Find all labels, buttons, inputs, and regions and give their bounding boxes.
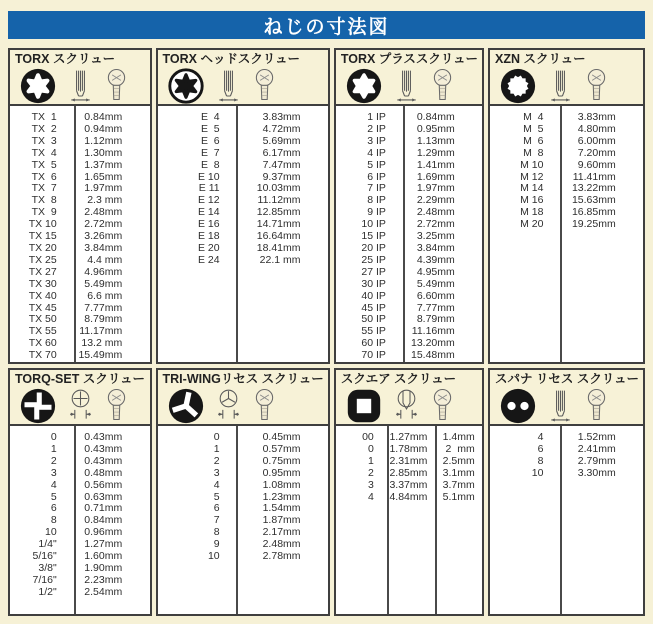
torx-plus-recess-icon: [346, 68, 382, 104]
size-cell: 9: [213, 538, 220, 551]
value-cell: 0.95mm: [262, 466, 301, 479]
size-cell: TX 1: [31, 111, 57, 123]
value-cell: 0.94mm: [84, 122, 123, 135]
size-cell: 7: [213, 514, 220, 527]
title-bar: [8, 11, 645, 39]
size-cell: M 18: [520, 206, 544, 219]
value-column: [236, 106, 327, 362]
value-cell: 2.29mm: [416, 194, 455, 207]
screw-table-grid: [8, 48, 645, 616]
screw-side-icon: [585, 68, 608, 103]
size-cell: TX 27: [28, 265, 57, 278]
driver-bit-side-icon: [549, 68, 572, 103]
value-cell: 4.96mm: [84, 265, 123, 278]
size-cell: 00: [362, 431, 374, 443]
value-cell: 3.30mm: [577, 466, 616, 479]
value-cell: 1.52mm: [577, 431, 616, 443]
size-cell: 15 IP: [361, 230, 386, 243]
recess-dimension-icon: [69, 388, 92, 423]
value-column: [74, 106, 150, 362]
size-cell: 27 IP: [361, 265, 386, 278]
size-cell: TX 50: [28, 313, 57, 326]
value-cell: 11.12mm: [257, 194, 301, 207]
size-cell: 0: [50, 431, 57, 443]
driver-tip-dimension-icon: [395, 388, 418, 423]
size-cell: TX 70: [28, 349, 57, 362]
size-cell: 0: [367, 442, 374, 455]
size-cell: 4: [213, 478, 220, 491]
value-cell: 1.97mm: [416, 182, 455, 195]
value-cell: 10.03mm: [256, 182, 301, 195]
recess-dimension-icon: [217, 388, 240, 423]
size-cell: 10 IP: [361, 218, 386, 231]
value-cell: 3.26mm: [84, 230, 123, 243]
icon-row: [495, 67, 639, 104]
size-cell: 2 IP: [364, 122, 386, 135]
size-cell: M 4: [523, 111, 544, 123]
size-cell: 2: [213, 454, 220, 467]
section-header: [10, 50, 150, 106]
value-cell: 2.41mm: [577, 442, 616, 455]
value-cell: 5.49mm: [84, 277, 123, 290]
value-column: [435, 426, 482, 614]
value-column: [236, 426, 327, 614]
size-cell: E 12: [198, 194, 220, 207]
value-cell: 2.48mm: [262, 538, 301, 551]
size-cell: 6: [213, 502, 220, 515]
size-cell: 2: [50, 454, 57, 467]
screw-side-icon: [253, 388, 276, 423]
screw-side-icon: [105, 388, 128, 423]
size-cell: 7 IP: [364, 182, 386, 195]
screw-side-icon: [585, 388, 608, 423]
size-cell: 4: [50, 478, 57, 491]
size-cell: 50 IP: [361, 313, 386, 326]
value-cell: 13.20mm: [410, 337, 455, 350]
size-cell: E 11: [198, 182, 220, 195]
value-cell: 1.30mm: [84, 146, 123, 159]
size-cell: 8: [50, 514, 57, 527]
size-cell: TX 9: [31, 206, 57, 219]
value-cell: 1.27mm: [84, 538, 123, 551]
driver-bit-side-icon: [69, 68, 92, 103]
value-cell: 0.96mm: [84, 526, 123, 539]
value-cell: 0.84mm: [84, 514, 123, 527]
screw-side-icon: [431, 68, 454, 103]
size-table: [490, 426, 643, 614]
value-cell: 3.25mm: [416, 230, 455, 243]
size-cell: E 20: [198, 241, 220, 254]
section-header: [158, 370, 328, 426]
size-cell: 3 IP: [364, 134, 386, 147]
value-cell: 1.65mm: [84, 170, 123, 183]
value-cell: 2.17mm: [262, 526, 301, 539]
size-cell: TX 40: [28, 289, 57, 302]
value-cell: 1.87mm: [262, 514, 301, 527]
size-cell: 1: [367, 454, 374, 467]
size-cell: TX 8: [31, 194, 57, 207]
size-cell: 10: [207, 550, 220, 563]
square-recess-icon: [346, 388, 382, 424]
screw-side-icon: [105, 68, 128, 103]
size-table: [336, 426, 482, 614]
section-torx-screw: [8, 48, 152, 364]
value-cell: 4.95mm: [416, 265, 455, 278]
size-cell: E 8: [200, 158, 220, 171]
value-cell: 3.1mm: [442, 466, 475, 479]
section-tri-wing-screw: [156, 368, 330, 616]
value-cell: 3.83mm: [577, 111, 616, 123]
value-cell: 3.84mm: [416, 241, 455, 254]
value-cell: 22.1 mm: [259, 253, 301, 266]
size-column: [490, 106, 560, 362]
size-cell: 8: [213, 526, 220, 539]
size-cell: 1/2": [38, 585, 57, 598]
size-cell: 8 IP: [364, 194, 386, 207]
section-title: TRI-WINGリセス スクリュー: [162, 372, 324, 386]
value-cell: 2.5mm: [442, 454, 475, 467]
size-cell: 3: [50, 466, 57, 479]
icon-row: [495, 387, 639, 424]
value-cell: 3.84mm: [84, 241, 123, 254]
size-cell: 3/8": [38, 561, 57, 574]
section-xzn-screw: [488, 48, 645, 364]
value-cell: 19.25mm: [571, 218, 616, 231]
value-cell: 6.6 mm: [87, 289, 123, 302]
size-table: [158, 106, 328, 362]
value-cell: 4.84mm: [389, 490, 428, 503]
size-column: [10, 426, 74, 614]
value-cell: 7.47mm: [262, 158, 301, 171]
size-cell: 10: [531, 466, 544, 479]
size-cell: 25 IP: [361, 253, 386, 266]
size-cell: M 10: [520, 158, 544, 171]
size-cell: TX 45: [28, 301, 57, 314]
value-cell: 1.69mm: [416, 170, 455, 183]
tri-wing-recess-icon: [168, 388, 204, 424]
size-column: [10, 106, 74, 362]
section-title: TORX ヘッドスクリュー: [162, 52, 300, 66]
size-cell: TX 10: [28, 218, 57, 231]
value-cell: 5.69mm: [262, 134, 301, 147]
value-cell: 12.85mm: [256, 206, 301, 219]
value-cell: 1.08mm: [262, 478, 301, 491]
size-column: [158, 426, 237, 614]
size-cell: TX 4: [31, 146, 57, 159]
value-cell: 13.2 mm: [81, 337, 123, 350]
value-cell: 1.97mm: [84, 182, 123, 195]
size-cell: M 5: [523, 122, 544, 135]
value-cell: 2.54mm: [84, 585, 123, 598]
value-cell: 13.22mm: [571, 182, 616, 195]
size-cell: 7/16": [32, 573, 57, 586]
value-cell: 1.12mm: [84, 134, 123, 147]
size-cell: E 7: [200, 146, 220, 159]
value-cell: 7.77mm: [416, 301, 455, 314]
value-cell: 18.41mm: [256, 241, 301, 254]
value-cell: 0.43mm: [84, 431, 123, 443]
size-cell: E 6: [200, 134, 220, 147]
value-cell: 15.63mm: [571, 194, 616, 207]
size-cell: 5: [213, 490, 220, 503]
size-cell: E 18: [198, 230, 220, 243]
icon-row: [341, 67, 478, 104]
size-cell: TX 2: [31, 122, 57, 135]
section-header: [490, 50, 643, 106]
value-cell: 6.60mm: [416, 289, 455, 302]
size-table: [10, 106, 150, 362]
size-cell: 60 IP: [361, 337, 386, 350]
value-column: [560, 106, 643, 362]
section-title: スクエア スクリュー: [340, 372, 457, 386]
section-spanner-recess-screw: [488, 368, 645, 616]
size-column: [336, 106, 403, 362]
value-cell: 1.37mm: [84, 158, 123, 171]
value-column: [560, 426, 643, 614]
section-square-screw: [334, 368, 484, 616]
value-cell: 3.37mm: [389, 478, 428, 491]
value-cell: 9.60mm: [577, 158, 616, 171]
value-cell: 4.39mm: [416, 253, 455, 266]
value-cell: 3.7mm: [442, 478, 475, 491]
value-cell: 7.20mm: [577, 146, 616, 159]
value-cell: 0.57mm: [262, 442, 301, 455]
size-cell: TX 30: [28, 277, 57, 290]
value-cell: 2.48mm: [416, 206, 455, 219]
size-cell: 40 IP: [361, 289, 386, 302]
size-cell: TX 6: [31, 170, 57, 183]
size-cell: TX 5: [31, 158, 57, 171]
size-cell: 9 IP: [364, 206, 386, 219]
size-cell: TX 20: [28, 241, 57, 254]
value-cell: 6.17mm: [262, 146, 301, 159]
value-cell: 2.78mm: [262, 550, 301, 563]
value-cell: 15.49mm: [78, 349, 123, 362]
value-column: [74, 426, 150, 614]
value-cell: 3.83mm: [262, 111, 301, 123]
size-cell: 1/4": [38, 538, 57, 551]
value-cell: 0.43mm: [84, 454, 123, 467]
page-title: ねじの寸法図: [263, 16, 390, 38]
size-cell: 1: [50, 442, 57, 455]
size-cell: TX 25: [28, 253, 57, 266]
size-cell: M 12: [520, 170, 544, 183]
value-cell: 1.78mm: [389, 442, 428, 455]
value-cell: 1.60mm: [84, 550, 123, 563]
size-cell: 8: [537, 454, 544, 467]
value-cell: 4.72mm: [262, 122, 301, 135]
section-title: TORX スクリュー: [15, 52, 116, 66]
icon-row: [15, 67, 146, 104]
torx-head-icon: [168, 68, 204, 104]
value-cell: 0.71mm: [84, 502, 123, 515]
value-cell: 15.48mm: [410, 349, 455, 362]
value-cell: 2.79mm: [577, 454, 616, 467]
value-cell: 1.4mm: [442, 431, 475, 443]
section-header: [10, 370, 150, 426]
size-table: [490, 106, 643, 362]
value-cell: 11.17mm: [79, 325, 123, 338]
value-cell: 4.4 mm: [87, 253, 123, 266]
size-table: [336, 106, 482, 362]
value-cell: 0.95mm: [416, 122, 455, 135]
section-title: スパナ リセス スクリュー: [495, 372, 639, 386]
size-table: [10, 426, 150, 614]
torx-recess-icon: [20, 68, 56, 104]
section-header: [336, 50, 482, 106]
icon-row: [15, 387, 146, 424]
size-cell: 3: [367, 478, 374, 491]
value-cell: 1.90mm: [84, 561, 123, 574]
size-cell: M 16: [520, 194, 544, 207]
size-cell: M 6: [523, 134, 544, 147]
value-column: [403, 106, 482, 362]
value-cell: 1.27mm: [389, 431, 428, 443]
section-title: XZN スクリュー: [495, 52, 586, 66]
size-cell: TX 7: [31, 182, 57, 195]
size-cell: E 10: [198, 170, 220, 183]
value-cell: 8.79mm: [416, 313, 455, 326]
value-cell: 11.41mm: [572, 170, 616, 183]
size-column: [336, 426, 388, 614]
icon-row: [341, 387, 478, 424]
value-cell: 5.1mm: [442, 490, 475, 503]
value-cell: 14.71mm: [256, 218, 301, 231]
value-cell: 1.23mm: [262, 490, 301, 503]
size-cell: 30 IP: [361, 277, 386, 290]
size-cell: M 8: [523, 146, 544, 159]
value-cell: 0.48mm: [84, 466, 123, 479]
size-column: [490, 426, 560, 614]
size-cell: E 5: [200, 122, 220, 135]
size-cell: TX 15: [28, 230, 57, 243]
size-cell: 5/16": [32, 550, 57, 563]
value-cell: 1.54mm: [262, 502, 301, 515]
value-cell: 0.63mm: [84, 490, 123, 503]
value-cell: 16.85mm: [571, 206, 616, 219]
screw-side-icon: [253, 68, 276, 103]
value-cell: 5.49mm: [416, 277, 455, 290]
size-cell: 55 IP: [361, 325, 386, 338]
value-cell: 8.79mm: [84, 313, 123, 326]
size-cell: 4: [537, 431, 544, 443]
value-cell: 9.37mm: [262, 170, 301, 183]
section-torq-set-screw: [8, 368, 152, 616]
size-cell: E 14: [198, 206, 220, 219]
size-cell: E 16: [198, 218, 220, 231]
value-cell: 2.85mm: [389, 466, 428, 479]
size-cell: TX 60: [28, 337, 57, 350]
size-cell: E 24: [198, 253, 220, 266]
size-cell: 4 IP: [364, 146, 386, 159]
value-cell: 4.80mm: [577, 122, 616, 135]
value-cell: 2.23mm: [84, 573, 123, 586]
size-cell: M 20: [520, 218, 544, 231]
size-cell: 4: [367, 490, 374, 503]
size-cell: 5: [50, 490, 57, 503]
size-cell: 10: [45, 526, 57, 539]
value-cell: 11.16mm: [411, 325, 455, 338]
size-cell: 2: [367, 466, 374, 479]
icon-row: [163, 387, 324, 424]
section-torx-head-screw: [156, 48, 330, 364]
value-cell: 1.29mm: [416, 146, 455, 159]
size-cell: 6: [50, 502, 57, 515]
size-cell: 1: [213, 442, 220, 455]
size-cell: 1 IP: [364, 111, 386, 123]
icon-row: [163, 67, 324, 104]
size-table: [158, 426, 328, 614]
value-cell: 0.75mm: [262, 454, 301, 467]
size-cell: 45 IP: [361, 301, 386, 314]
value-cell: 0.84mm: [84, 111, 123, 123]
spanner-recess-icon: [500, 388, 536, 424]
size-cell: 3: [213, 466, 220, 479]
section-header: [336, 370, 482, 426]
size-cell: TX 3: [31, 134, 57, 147]
size-cell: 6 IP: [364, 170, 386, 183]
value-cell: 1.13mm: [416, 134, 455, 147]
size-cell: 20 IP: [361, 241, 386, 254]
size-column: [158, 106, 237, 362]
value-cell: 0.43mm: [84, 442, 123, 455]
torq-set-recess-icon: [20, 388, 56, 424]
value-cell: 16.64mm: [256, 230, 301, 243]
value-cell: 0.56mm: [84, 478, 123, 491]
section-torx-plus-screw: [334, 48, 484, 364]
value-column: [387, 426, 434, 614]
size-cell: 5 IP: [364, 158, 386, 171]
driver-bit-side-icon: [395, 68, 418, 103]
value-cell: 2.72mm: [84, 218, 123, 231]
section-header: [158, 50, 328, 106]
value-cell: 2.31mm: [389, 454, 428, 467]
driver-bit-side-icon: [549, 388, 572, 423]
value-cell: 0.45mm: [262, 431, 301, 443]
value-cell: 2.72mm: [416, 218, 455, 231]
value-cell: 7.77mm: [84, 301, 123, 314]
value-cell: 2 mm: [445, 442, 475, 455]
size-cell: 0: [213, 431, 220, 443]
value-cell: 1.41mm: [416, 158, 455, 171]
size-cell: M 14: [520, 182, 544, 195]
xzn-recess-icon: [500, 68, 536, 104]
size-cell: TX 55: [28, 325, 57, 338]
section-header: [490, 370, 643, 426]
size-cell: E 4: [200, 111, 220, 123]
screw-side-icon: [431, 388, 454, 423]
value-cell: 2.3 mm: [87, 194, 123, 207]
driver-bit-side-icon: [217, 68, 240, 103]
section-title: TORX プラススクリュー: [340, 52, 479, 66]
size-cell: 6: [537, 442, 544, 455]
value-cell: 6.00mm: [577, 134, 616, 147]
size-cell: 70 IP: [361, 349, 386, 362]
section-title: TORQ-SET スクリュー: [15, 372, 145, 386]
value-cell: 2.48mm: [84, 206, 123, 219]
value-cell: 0.84mm: [416, 111, 455, 123]
